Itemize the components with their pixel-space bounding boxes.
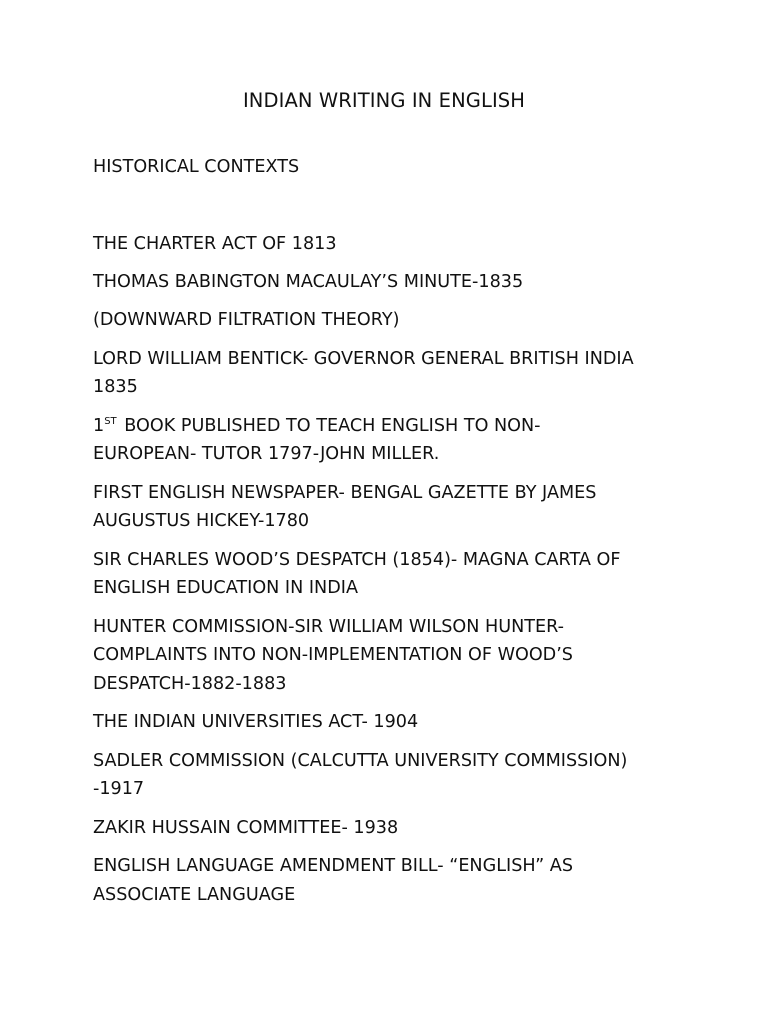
entry-line (93, 479, 693, 508)
entry-text: -1917 (93, 779, 145, 800)
entry-text: HUNTER COMMISSION-SIR WILLIAM WILSON HUNTER- (93, 616, 565, 637)
entry-text: ASSOCIATE LANGUAGE (93, 884, 296, 905)
entry-text: THOMAS BABINGTON MACAULAY’S MINUTE-1835 (93, 271, 524, 292)
entry-text: COMPLAINTS INTO NON-IMPLEMENTATION OF WOOD’S (93, 645, 573, 666)
list-item (93, 412, 693, 469)
entry-text: THE CHARTER ACT OF 1813 (93, 233, 337, 254)
entry-line (93, 440, 693, 469)
entry-line (93, 230, 693, 259)
ordinal-number: 1 (93, 415, 105, 436)
entry-line (93, 670, 693, 699)
entry-text: LORD WILLIAM BENTICK- GOVERNOR GENERAL BRITISH INDIA (93, 348, 634, 369)
list-item (93, 747, 693, 804)
entry-text: FIRST ENGLISH NEWSPAPER- BENGAL GAZETTE BY JAMES (93, 482, 597, 503)
entry-text: AUGUSTUS HICKEY-1780 (93, 511, 310, 532)
entry-line (93, 747, 693, 776)
list-item (93, 814, 693, 843)
entry-line (93, 574, 693, 603)
list-item (93, 268, 693, 297)
entry-line (93, 641, 693, 670)
entry-line (93, 373, 693, 402)
entry-line (93, 775, 693, 804)
entry-line (93, 412, 693, 441)
entry-text: ENGLISH LANGUAGE AMENDMENT BILL- “ENGLISH” AS (93, 856, 573, 877)
list-item (93, 546, 693, 603)
document-body (93, 153, 693, 919)
list-item (93, 306, 693, 335)
entry-text: SADLER COMMISSION (CALCUTTA UNIVERSITY COMMISSION) (93, 750, 628, 771)
document-title: INDIAN WRITING IN ENGLISH (242, 89, 526, 112)
ordinal-superscript: ST (104, 415, 117, 427)
entry-text: ZAKIR HUSSAIN COMMITTEE- 1938 (93, 817, 399, 838)
entry-line (93, 814, 693, 843)
list-item (93, 852, 693, 909)
entry-text: BOOK PUBLISHED TO TEACH ENGLISH TO NON- (118, 415, 541, 436)
entry-line (93, 852, 693, 881)
entry-text: EUROPEAN- TUTOR 1797-JOHN MILLER. (93, 444, 440, 465)
list-item (93, 345, 693, 402)
entry-text: (DOWNWARD FILTRATION THEORY) (93, 310, 400, 331)
list-item (93, 708, 693, 737)
entry-text: SIR CHARLES WOOD’S DESPATCH (1854)- MAGNA CARTA OF (93, 549, 621, 570)
entry-line (93, 613, 693, 642)
entry-text: DESPATCH-1882-1883 (93, 673, 287, 694)
entry-line (93, 708, 693, 737)
entry-text: 1835 (93, 377, 138, 398)
section-heading: HISTORICAL CONTEXTS (93, 157, 300, 177)
entry-list (93, 230, 693, 910)
entry-text: ENGLISH EDUCATION IN INDIA (93, 578, 358, 599)
entry-text: THE INDIAN UNIVERSITIES ACT- 1904 (93, 712, 419, 733)
entry-line (93, 306, 693, 335)
entry-line (93, 345, 693, 374)
list-item (93, 613, 693, 699)
entry-line (93, 546, 693, 575)
list-item (93, 479, 693, 536)
entry-line (93, 507, 693, 536)
entry-line (93, 268, 693, 297)
entry-line (93, 881, 693, 910)
list-item (93, 230, 693, 259)
